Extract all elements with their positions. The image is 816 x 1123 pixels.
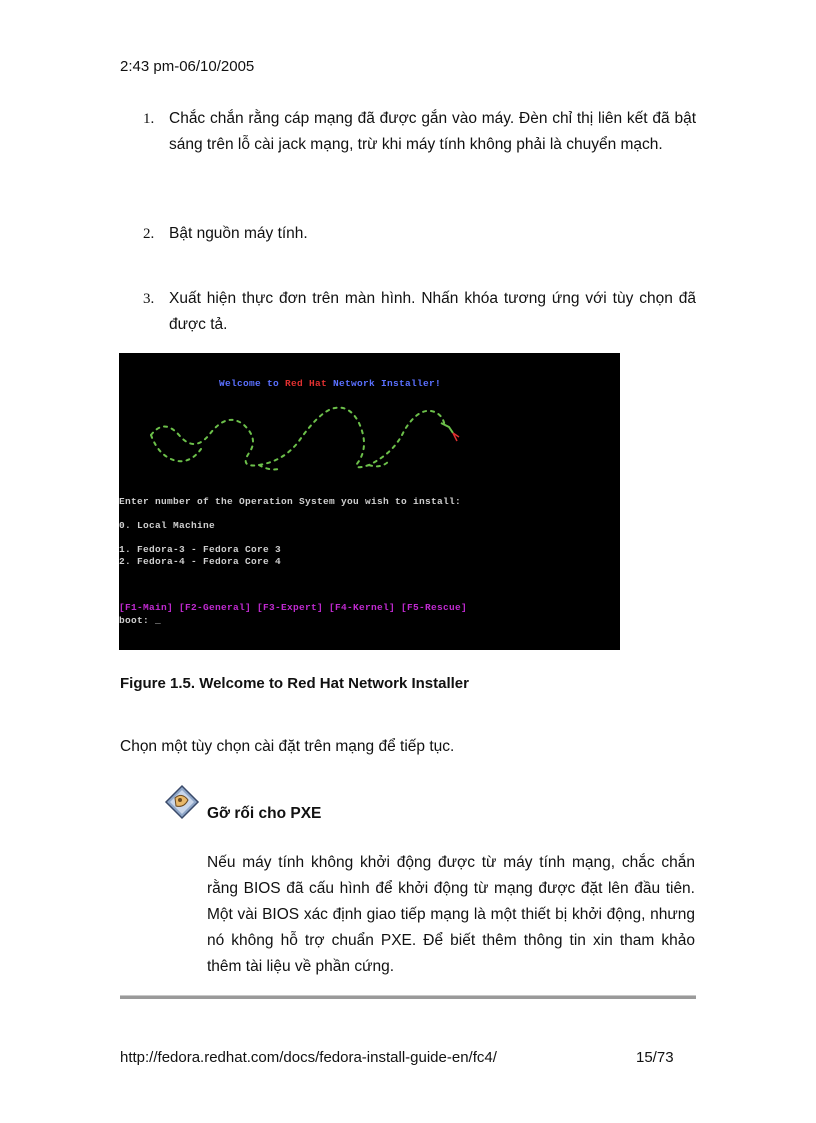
installer-screen-svg: [119, 353, 620, 650]
installer-boot-prompt: boot: _: [119, 615, 162, 626]
step-number: 3.: [143, 291, 155, 307]
step-text: Bật nguồn máy tính.: [169, 225, 308, 242]
installer-screenshot: [119, 353, 620, 650]
step-3: [143, 286, 696, 338]
page-timestamp: 2:43 pm-06/10/2005: [120, 58, 255, 75]
installer-option-1: 1. Fedora-3 - Fedora Core 3: [119, 544, 282, 555]
step-text: Chắc chắn rằng cáp mạng đã được gắn vào máy. Đèn chỉ thị liên kết đã bật sáng trên lỗ cài jack mạng, trừ khi máy tính không phải là chuyển mạch.: [169, 110, 696, 153]
body-paragraph: Chọn một tùy chọn cài đặt trên mạng để tiếp tục.: [120, 738, 455, 755]
step-2: [143, 221, 696, 247]
installer-prompt: Enter number of the Operation System you wish to install:: [119, 496, 462, 507]
installer-title: Welcome to Red Hat Network Installer!: [219, 378, 442, 389]
installer-option-2: 2. Fedora-4 - Fedora Core 4: [119, 556, 282, 567]
installer-option-0: 0. Local Machine: [119, 520, 216, 531]
note-icon: [160, 782, 200, 820]
page-number: 15/73: [636, 1049, 674, 1066]
step-1: [143, 106, 696, 158]
footer-divider: [120, 995, 696, 999]
step-number: 2.: [143, 226, 155, 242]
note-title: Gỡ rối cho PXE: [207, 805, 322, 822]
footer-url: http://fedora.redhat.com/docs/fedora-install-guide-en/fc4/: [120, 1049, 497, 1066]
step-text: Xuất hiện thực đơn trên màn hình. Nhấn khóa tương ứng với tùy chọn đã được tả.: [169, 290, 696, 333]
installer-function-keys: [F1-Main] [F2-General] [F3-Expert] [F4-Kernel] [F5-Rescue]: [119, 602, 468, 613]
figure-caption: Figure 1.5. Welcome to Red Hat Network Installer: [120, 675, 469, 692]
note-body: Nếu máy tính không khởi động được từ máy tính mạng, chắc chắn rằng BIOS đã cấu hình để khởi động từ mạng được đặt lên đầu tiên. Một vài BIOS xác định giao tiếp mạng là một thiết bị khởi động, nhưng nó không hỗ trợ chuẩn PXE. Để biết thêm thông tin xin tham khảo thêm tài liệu về phần cứng.: [207, 854, 695, 975]
step-number: 1.: [143, 111, 155, 127]
